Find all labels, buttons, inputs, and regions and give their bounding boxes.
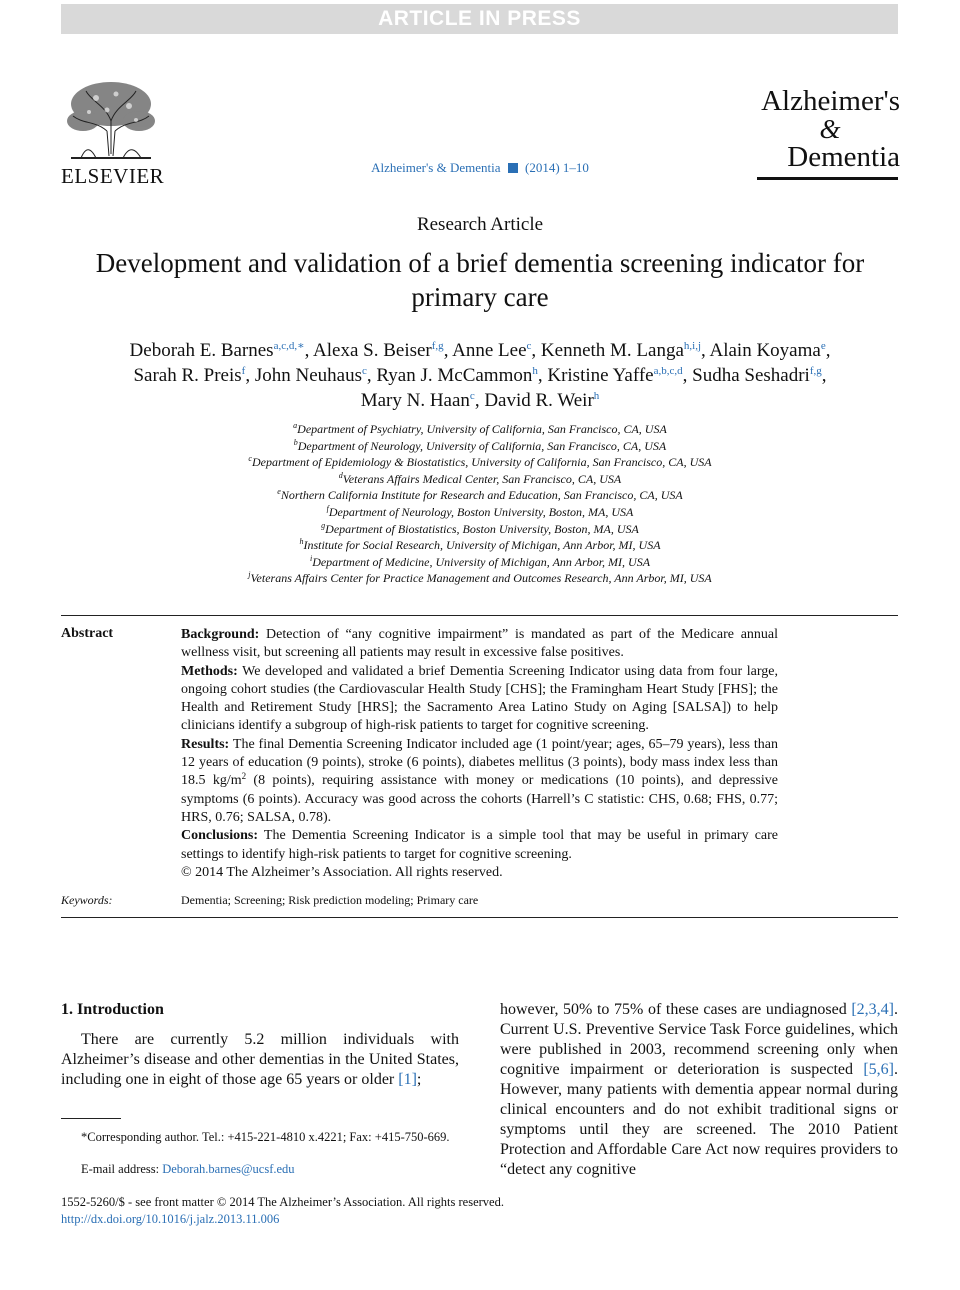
- article-type: Research Article: [416, 214, 544, 235]
- wordmark-ampersand: &: [819, 114, 841, 144]
- author: Deborah E. Barnes$^{a,c,d,∗}$,: [129, 340, 314, 361]
- affiliation: $^i$Department of Medicine, University of Michigan, Ann Arbor, MI, USA: [309, 553, 651, 569]
- doi-link[interactable]: http://dx.doi.org/10.1016/j.jalz.2013.11.006: [61, 1212, 280, 1226]
- issn-line: 1552-5260/$ - see front matter © 2014 The Alzheimer’s Association. All rights reserved.: [61, 1195, 504, 1209]
- affiliation: $^j$Veterans Affairs Center for Practice Management and Outcomes Research, Ann Arbor, MI, USA: [248, 570, 712, 586]
- affiliation: $^f$Department of Neurology, Boston University, Boston, MA, USA: [326, 503, 634, 519]
- abstract-copyright: © 2014 The Alzheimer’s Association. All rights reserved.: [181, 864, 503, 880]
- abstract-body: [181, 626, 778, 882]
- square-icon: [508, 163, 518, 173]
- author: Alexa S. Beiser$^{f,g}$,: [313, 340, 453, 361]
- right-column-paragraph: however, 50% to 75% of these cases are undiagnosed [2,3,4]. Current U.S. Preventive Service Task Force guidelines, which were published in 2003, recommend screening only when cognitive impairment or deterioration is suspected [5,6]. However, many patients with dementia appear normal during clinical encounters and do not exhibit traditional signs or symptoms until they are screened. The 2010 Patient Protection and Affordable Care Act now requires providers to “detect any cognitive: [500, 1001, 898, 1178]
- author-list: [40, 338, 920, 413]
- author: Mary N. Haan$^c$,: [360, 390, 485, 411]
- abstract-label: Abstract: [61, 626, 114, 641]
- affiliation: $^h$Institute for Social Research, University of Michigan, Ann Arbor, MI, USA: [299, 537, 661, 553]
- author: Anne Lee$^c$,: [452, 340, 541, 361]
- footnote-rule: [61, 1118, 121, 1119]
- affiliation: $^a$Department of Psychiatry, University of California, San Francisco, CA, USA: [293, 421, 667, 436]
- abstract-methods: Methods: We developed and validated a brief Dementia Screening Indicator using data from four large, ongoing cohort studies (the Cardiovascular Health Study [CHS]; the Framingham Heart Study [FHS]; the Health and Retirement Study [HRS]; the Sacramento Area Latino Study on Aging [SALSA]) to help clinicians identify a subgroup of high-risk patients to target for cognitive screening.: [181, 663, 778, 734]
- abstract-conclusions: Conclusions: The Dementia Screening Indicator is a simple tool that may be useful in primary care settings to identify high-risk patients to target for cognitive screening.: [181, 828, 778, 862]
- affiliation: $^e$Northern California Institute for Research and Education, San Francisco, CA, USA: [277, 487, 683, 503]
- author: John Neuhaus$^c$,: [254, 365, 377, 386]
- author: Kristine Yaffe$^{a,b,c,d}$,: [547, 365, 693, 386]
- wordmark-underline: [757, 177, 898, 180]
- article-in-press-banner: ARTICLE IN PRESS: [61, 4, 898, 34]
- reference-link[interactable]: [1]: [398, 1071, 417, 1088]
- publisher-name: ELSEVIER: [61, 164, 165, 188]
- corresponding-author-note: *Corresponding author. Tel.: +415-221-4810 x.4221; Fax: +415-750-669.: [81, 1130, 450, 1144]
- author: David R. Weir$^h$: [484, 390, 600, 411]
- affiliation: $^c$Department of Epidemiology & Biostatistics, University of California, San Francisco, CA, USA: [248, 454, 712, 470]
- journal-year-pages: (2014) 1–10: [525, 160, 589, 175]
- affiliation-list: [60, 421, 900, 587]
- wordmark-line2: Dementia: [787, 141, 900, 173]
- section-heading-introduction: 1. Introduction: [61, 1001, 164, 1018]
- reference-link[interactable]: [5,6]: [863, 1061, 894, 1078]
- affiliation: $^b$Department of Neurology, University of California, San Francisco, CA, USA: [293, 437, 667, 453]
- abstract-results: Results: The final Dementia Screening Indicator included age (1 point/year; ages, 65–79 years), less than 12 years of education (9 points), stroke (6 points), diabetes mellitus (3 points), body mass index less than 18.5 $kg/m^2$ (8 points), requiring assistance with money or medications (10 points), and depressive symptoms (6 points). Accuracy was good across the cohorts (Harrell’s C statistic: CHS, 0.68; FHS, 0.77; HRS, 0.76; SALSA, 0.78).: [181, 736, 779, 825]
- affiliation: $^d$Veterans Affairs Medical Center, San Francisco, CA, USA: [338, 470, 622, 486]
- affiliation: $^g$Department of Biostatistics, Boston University, Boston, MA, USA: [321, 520, 639, 536]
- keywords-label: Keywords:: [61, 893, 113, 907]
- wordmark-line1: Alzheimer's: [761, 85, 900, 117]
- email-note: E-mail address: Deborah.barnes@ucsf.edu: [81, 1162, 295, 1176]
- author: Alain Koyama$^e$,: [709, 340, 831, 361]
- abstract-bottom-rule: [61, 917, 898, 918]
- abstract-top-rule: [61, 615, 898, 616]
- author: Ryan J. McCammon$^h$,: [376, 365, 548, 386]
- reference-link[interactable]: [2,3,4]: [851, 1001, 894, 1018]
- abstract-background: Background: Detection of “any cognitive impairment” is mandated as part of the Medicare annual wellness visit, but screening all patients may result in excessive false positives.: [181, 627, 779, 661]
- journal-wordmark: [740, 86, 900, 172]
- email-link[interactable]: Deborah.barnes@ucsf.edu: [162, 1162, 295, 1176]
- journal-citation[interactable]: [300, 160, 660, 176]
- author: Kenneth M. Langa$^{h,i,j}$,: [540, 340, 710, 361]
- article-title: Development and validation of a brief dementia screening indicator for primary care: [95, 248, 865, 312]
- keywords-list: Dementia; Screening; Risk prediction modeling; Primary care: [181, 893, 479, 907]
- author: Sarah R. Preis$^f$,: [133, 365, 255, 386]
- journal-name: Alzheimer's & Dementia: [371, 160, 501, 175]
- introduction-paragraph: There are currently 5.2 million individuals with Alzheimer’s disease and other dementias in the United States, including one in eight of those age 65 years or older [1];: [61, 1031, 459, 1088]
- author: Sudha Seshadri$^{f,g}$,: [692, 365, 827, 386]
